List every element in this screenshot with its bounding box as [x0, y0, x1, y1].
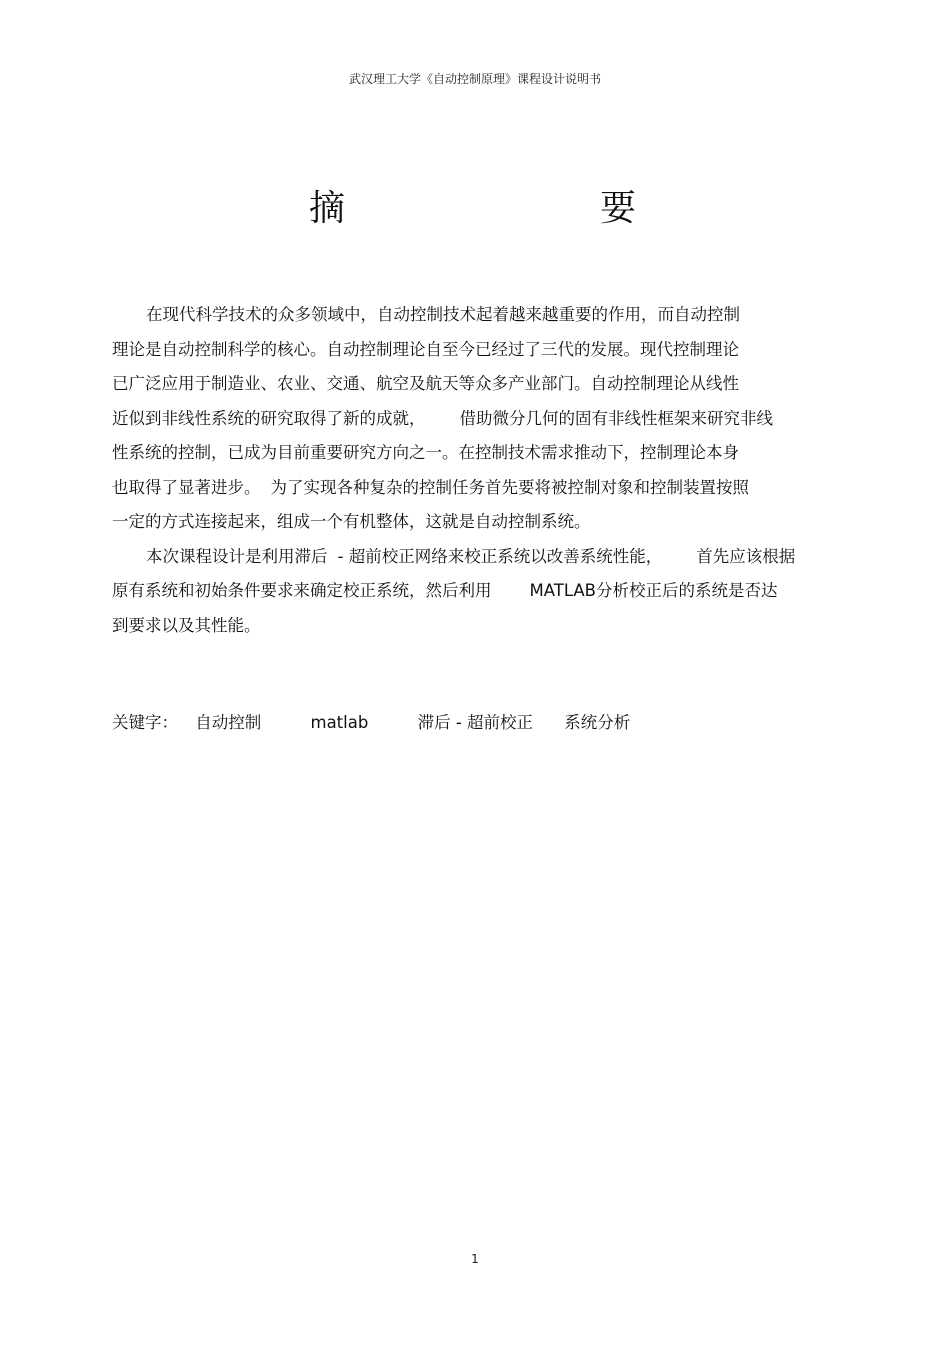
- paragraph-1-line: 理论是自动控制科学的核心。自动控制理论自至今已经过了三代的发展。现代控制理论: [112, 339, 739, 359]
- paragraph-2-line: 到要求以及其性能。: [112, 615, 261, 635]
- paragraph-1-line: 已广泛应用于制造业、农业、交通、航空及航天等众多产业部门。自动控制理论从线性: [112, 374, 739, 393]
- text-segment: 本次课程设计是利用滞后: [146, 546, 328, 566]
- text-segment: 为了实现各种复杂的控制任务首先要将被控制对象和控制装置按照: [270, 477, 749, 497]
- abstract-body: [112, 298, 842, 643]
- keyword-item: 滞后 - 超前校正: [417, 713, 534, 732]
- keyword-item: matlab: [310, 713, 369, 732]
- paragraph-1-line: [112, 471, 842, 506]
- text-segment: 原有系统和初始条件要求来确定校正系统，然后利用: [112, 581, 492, 600]
- paragraph-1-line: 在现代科学技术的众多领域中，自动控制技术起着越来越重要的作用，而自动控制: [146, 305, 740, 324]
- text-segment: 近似到非线性系统的研究取得了新的成就，: [112, 408, 426, 428]
- title-char-2: 要: [600, 188, 637, 229]
- paragraph-2-line: [112, 574, 842, 609]
- keywords-label: 关键字：: [112, 713, 178, 732]
- paragraph-1-line: [112, 402, 842, 437]
- text-segment: 分析校正后的系统是否达: [596, 581, 778, 600]
- text-segment: - 超前校正网络来校正系统以改善系统性能，: [337, 546, 663, 566]
- matlab-term: MATLAB: [529, 581, 596, 600]
- page-number: 1: [471, 1252, 479, 1266]
- keyword-item: 自动控制: [195, 713, 262, 732]
- keyword-item: 系统分析: [564, 713, 631, 732]
- running-header: 武汉理工大学《自动控制原理》课程设计说明书: [348, 72, 601, 86]
- keywords-line: [112, 706, 674, 740]
- text-segment: 借助微分几何的固有非线性框架来研究非线: [459, 408, 773, 428]
- text-segment: 也取得了显著进步。: [112, 477, 261, 497]
- paragraph-1-line: 性系统的控制，已成为目前重要研究方向之一。在控制技术需求推动下，控制理论本身: [112, 443, 739, 462]
- abstract-title: [0, 180, 950, 230]
- paragraph-1-line: 一定的方式连接起来，组成一个有机整体，这就是自动控制系统。: [112, 512, 591, 531]
- paragraph-2-line: [112, 540, 842, 575]
- text-segment: 首先应该根据: [696, 546, 796, 566]
- title-char-1: 摘: [309, 188, 346, 229]
